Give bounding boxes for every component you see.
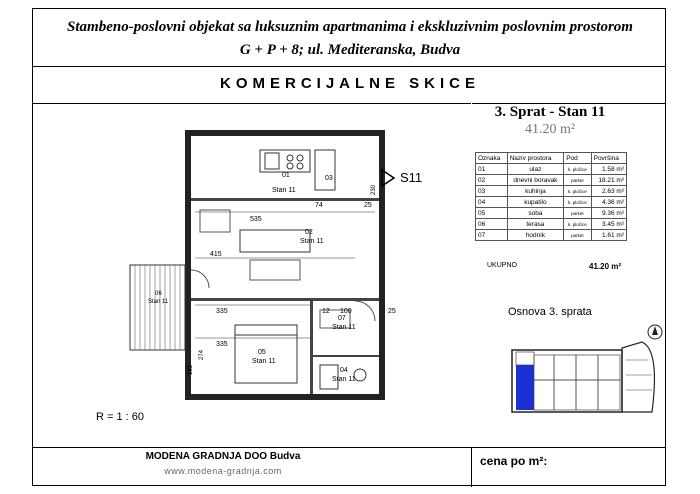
- room-label-07-name: Stan 11: [332, 324, 356, 331]
- total-value: 41.20 m²: [589, 262, 622, 271]
- divider-footer-vertical: [471, 447, 472, 487]
- table-row: [476, 164, 627, 175]
- wall-kitchen: [191, 198, 379, 201]
- room-label-04-name: Stan 11: [332, 376, 356, 383]
- room-name: kuhinja: [507, 186, 564, 197]
- room-label-05-name: Stan 11: [252, 358, 276, 365]
- room-floor: k. pločice: [564, 197, 591, 208]
- unit-title: 3. Sprat - Stan 11: [494, 104, 606, 120]
- room-name: soba: [507, 208, 564, 219]
- door-swing: [355, 301, 375, 321]
- header-code: Oznaka: [476, 153, 508, 164]
- wall-north: [185, 130, 385, 136]
- room-label-01-code: 01: [282, 172, 290, 179]
- room-code: 05: [476, 208, 508, 219]
- header-floor: Pod: [564, 153, 591, 164]
- room-floor: k. pločice: [564, 219, 591, 230]
- divider-footer: [33, 447, 665, 448]
- dim-label: 230: [371, 184, 377, 195]
- room-floor: k. pločice: [564, 164, 591, 175]
- wall-corridor: [313, 355, 379, 357]
- wall-bedroom: [191, 298, 379, 301]
- sink-unit: [315, 150, 335, 190]
- fridge-icon: [265, 153, 279, 169]
- unit-marker-label: S11: [400, 170, 423, 185]
- room-code: 03: [476, 186, 508, 197]
- keyplan-wing-lines: [626, 360, 652, 390]
- room-area: 9.36 m²: [591, 208, 626, 219]
- room-area: 1.58 m²: [591, 164, 626, 175]
- wall-west: [185, 130, 191, 400]
- dim-label: 335: [216, 308, 228, 315]
- project-address: G + P + 8; ul. Mediteranska, Budva: [239, 42, 461, 58]
- room-name: terasa: [507, 219, 564, 230]
- toilet-icon: [354, 369, 366, 381]
- company-name: MODENA GRADNJA DOO Budva: [145, 451, 301, 462]
- room-area: 4.36 m²: [591, 197, 626, 208]
- dim-label: 25: [364, 202, 372, 209]
- tv-unit: [200, 210, 230, 232]
- room-name: hodnik: [507, 230, 564, 241]
- bed-icon: [235, 325, 297, 383]
- dim-label: 415: [210, 251, 222, 258]
- room-label-03: 03: [325, 175, 333, 182]
- room-code: 02: [476, 175, 508, 186]
- room-label-07-code: 07: [338, 315, 346, 322]
- dim-label: 335: [216, 341, 228, 348]
- dim-label: 25: [388, 308, 396, 315]
- room-area: 1.61 m²: [591, 230, 626, 241]
- table-icon: [250, 260, 300, 280]
- room-code: 06: [476, 219, 508, 230]
- room-label-05-code: 05: [258, 349, 266, 356]
- north-arrow-pointer: [652, 326, 658, 335]
- header-area: Površina: [591, 153, 626, 164]
- room-name: dnevni boravak: [507, 175, 564, 186]
- terrace-hatch: [135, 265, 180, 350]
- dim-label: 274: [199, 349, 205, 360]
- room-floor: parket: [564, 175, 591, 186]
- room-table: [475, 152, 627, 241]
- unit-area: 41.20 m²: [524, 122, 576, 137]
- floor-plan: [100, 120, 450, 412]
- banner-title: KOMERCIJALNE SKICE: [219, 75, 481, 92]
- header-name: Naziv prostora: [507, 153, 564, 164]
- room-area: 3.45 m²: [591, 219, 626, 230]
- dim-label: 183: [188, 364, 194, 375]
- dim-label: 74: [315, 202, 323, 209]
- room-label-02-code: 02: [305, 229, 313, 236]
- stove-icon: [287, 155, 293, 161]
- room-area: 2.63 m²: [591, 186, 626, 197]
- room-area: 18.21 m²: [591, 175, 626, 186]
- room-label-02-name: Stan 11: [300, 238, 324, 245]
- room-floor: parket: [564, 208, 591, 219]
- dim-label: 12: [322, 308, 330, 315]
- stove-icon: [297, 163, 303, 169]
- price-per-sqm-label: cena po m²:: [480, 454, 548, 468]
- key-plan: [502, 320, 670, 420]
- project-title: Stambeno-poslovni objekat sa luksuznim apartmanima i ekskluzivnim poslovnim prostorom: [67, 19, 633, 35]
- spacer: [471, 103, 472, 447]
- room-name: ulaz: [507, 164, 564, 175]
- table-row: [476, 208, 627, 219]
- company-website[interactable]: www.modena-gradnja.com: [164, 466, 282, 476]
- dim-label: 100: [340, 308, 352, 315]
- room-code: 04: [476, 197, 508, 208]
- room-label-04-code: 04: [340, 367, 348, 374]
- room-name: kupatilo: [507, 197, 564, 208]
- door-swing: [191, 270, 209, 288]
- table-row: [476, 230, 627, 241]
- room-label-06-name: Stan 11: [148, 299, 169, 305]
- wall-bath: [310, 301, 313, 394]
- keyplan-highlight-unit: [516, 365, 534, 410]
- table-row: [476, 219, 627, 230]
- table-header-row: [476, 153, 627, 164]
- stove-icon: [297, 155, 303, 161]
- total-label: UKUPNO: [487, 262, 517, 269]
- room-floor: k. pločice: [564, 186, 591, 197]
- table-row: [476, 175, 627, 186]
- room-label-01-name: Stan 11: [272, 187, 296, 194]
- table-row: [476, 197, 627, 208]
- room-code: 01: [476, 164, 508, 175]
- scale-label: R = 1 : 60: [96, 411, 145, 423]
- table-row: [476, 186, 627, 197]
- keyplan-east-wing: [622, 342, 654, 412]
- room-code: 07: [476, 230, 508, 241]
- keyplan-title: Osnova 3. sprata: [508, 306, 592, 318]
- wall-south: [185, 394, 385, 400]
- dim-label: 535: [250, 216, 262, 223]
- divider-header: [33, 66, 665, 67]
- room-floor: parket: [564, 230, 591, 241]
- stove-icon: [287, 163, 293, 169]
- room-label-06-code: 06: [155, 291, 162, 297]
- terrace-outline: [130, 265, 185, 350]
